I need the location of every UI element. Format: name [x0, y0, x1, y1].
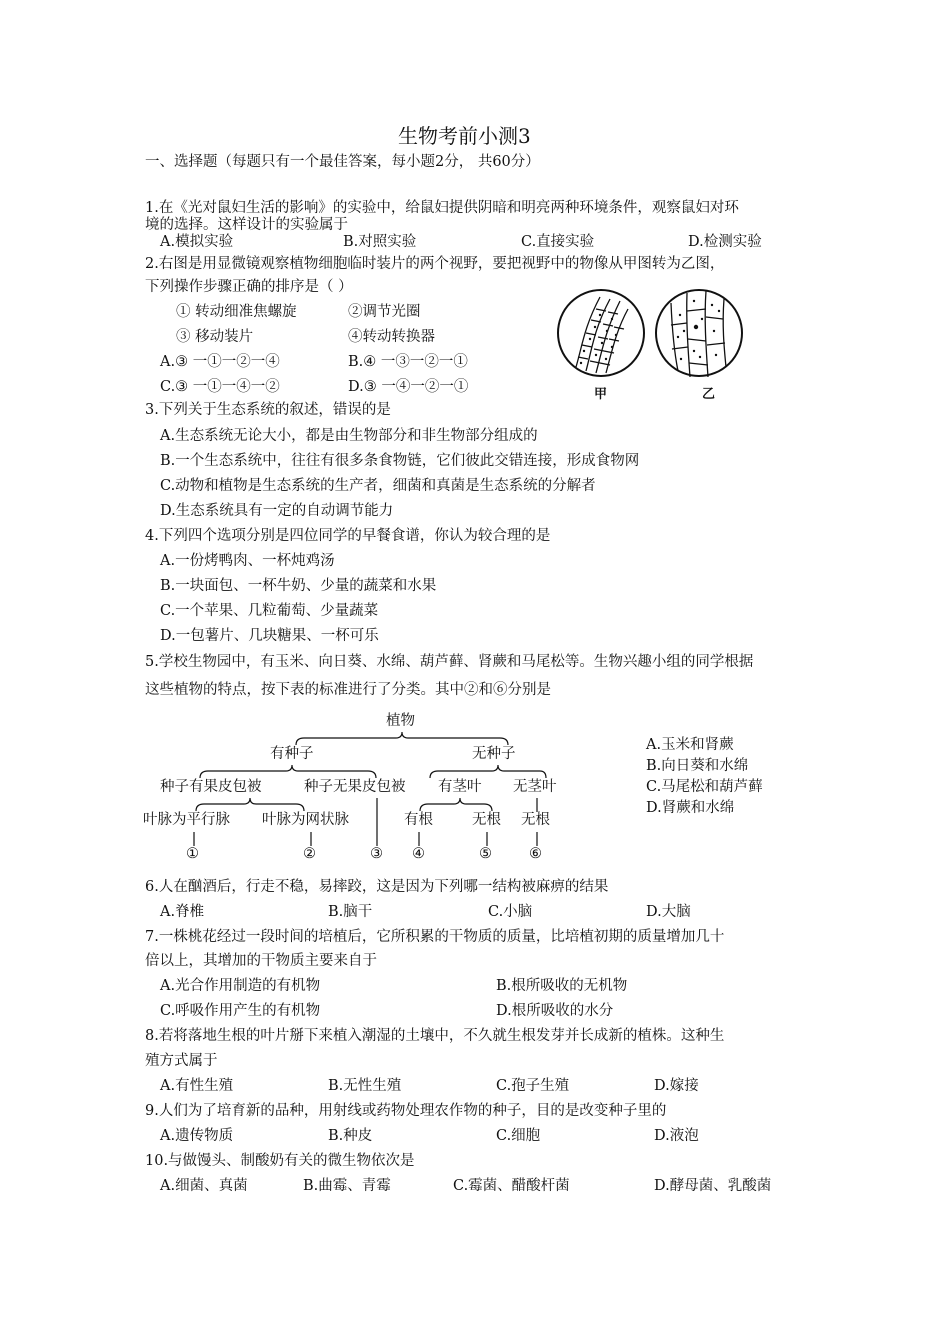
question-1-stem-line-1: 1.在《光对鼠妇生活的影响》的实验中，给鼠妇提供阴暗和明亮两种环境条件，观察鼠妇对环 [145, 200, 739, 216]
tree-without-seeds: 无种子 [472, 746, 516, 762]
question-5-option-a: A.玉米和肾蕨 [646, 737, 734, 753]
question-7-option-a: A.光合作用制造的有机物 [160, 978, 321, 994]
tree-no-root-1: 无根 [472, 812, 501, 828]
tree-parallel-vein: 叶脉为平行脉 [143, 812, 230, 828]
tree-root: 植物 [386, 713, 415, 729]
question-8-option-a: A.有性生殖 [160, 1078, 234, 1094]
tree-with-seeds: 有种子 [270, 746, 314, 762]
question-7-stem-line-1: 7.一株桃花经过一段时间的培植后，它所积累的干物质的质量，比培植初期的质量增加几十 [145, 929, 725, 945]
question-2-option-c: C.③ 一①一④一② [160, 379, 280, 395]
tree-angiosperm: 种子有果皮包被 [160, 779, 262, 795]
question-2-stem-line-1: 2.右图是用显微镜观察植物细胞临时装片的两个视野，要把视野中的物像从甲图转为乙图， [145, 256, 725, 272]
tree-num-2: ② [303, 846, 316, 862]
question-10-stem: 10.与做馒头、制酸奶有关的微生物依次是 [145, 1153, 415, 1169]
question-2-stem-line-2: 下列操作步骤正确的排序是（ ） [145, 279, 353, 295]
question-10-option-b: B.曲霉、青霉 [303, 1178, 391, 1194]
question-5-stem-line-2: 这些植物的特点，按下表的标准进行了分类。其中②和⑥分别是 [145, 682, 551, 698]
question-2-option-b: B.④ 一③一②一① [348, 354, 468, 370]
figure-label-jia: 甲 [594, 387, 608, 402]
tree-without-stem-leaf: 无茎叶 [513, 779, 557, 795]
question-1-option-d: D.检测实验 [688, 234, 762, 250]
question-5-stem-line-1: 5.学校生物园中，有玉米、向日葵、水绵、葫芦藓、肾蕨和马尾松等。生物兴趣小组的同学根据 [145, 654, 754, 670]
question-2-option-a: A.③ 一①一②一④ [160, 354, 280, 370]
question-10-option-c: C.霉菌、醋酸杆菌 [453, 1178, 570, 1194]
question-8-stem-line-1: 8.若将落地生根的叶片掰下来植入潮湿的土壤中，不久就生根发芽并长成新的植株。这种生 [145, 1028, 725, 1044]
question-4-option-b: B.一块面包、一杯牛奶、少量的蔬菜和水果 [160, 578, 437, 594]
tree-netted-vein: 叶脉为网状脉 [262, 812, 349, 828]
question-6-option-b: B.脑干 [328, 904, 373, 920]
question-1-option-b: B.对照实验 [343, 234, 417, 250]
question-9-option-d: D.液泡 [654, 1128, 699, 1144]
tree-has-root: 有根 [404, 812, 433, 828]
question-2-step-4: ④转动转换器 [348, 329, 435, 345]
question-6-option-d: D.大脑 [646, 904, 691, 920]
question-5-option-b: B.向日葵和水绵 [646, 758, 749, 774]
page-title: 生物考前小测3 [398, 124, 531, 148]
question-10-option-a: A.细菌、真菌 [160, 1178, 248, 1194]
question-3-stem: 3.下列关于生态系统的叙述，错误的是 [145, 402, 391, 418]
question-6-option-c: C.小脑 [488, 904, 533, 920]
figure-label-yi: 乙 [702, 387, 716, 402]
question-1-option-a: A.模拟实验 [160, 234, 234, 250]
question-5-option-d: D.肾蕨和水绵 [646, 800, 735, 816]
question-6-option-a: A.脊椎 [160, 904, 205, 920]
question-9-option-a: A.遗传物质 [160, 1128, 234, 1144]
question-2-step-3: ③ 移动装片 [176, 329, 254, 345]
tree-gymnosperm: 种子无果皮包被 [304, 779, 406, 795]
question-9-option-b: B.种皮 [328, 1128, 373, 1144]
question-8-option-d: D.嫁接 [654, 1078, 699, 1094]
tree-num-4: ④ [412, 846, 425, 862]
question-5-option-c: C.马尾松和葫芦藓 [646, 779, 763, 795]
question-6-stem: 6.人在酗酒后，行走不稳，易摔跤，这是因为下列哪一结构被麻痹的结果 [145, 879, 609, 895]
question-3-option-c: C.动物和植物是生态系统的生产者，细菌和真菌是生态系统的分解者 [160, 478, 596, 494]
question-9-stem: 9.人们为了培育新的品种，用射线或药物处理农作物的种子，目的是改变种子里的 [145, 1103, 667, 1119]
section-heading: 一、选择题（每题只有一个最佳答案，每小题2分， 共60分） [145, 154, 540, 170]
tree-with-stem-leaf: 有茎叶 [438, 779, 482, 795]
question-7-option-b: B.根所吸收的无机物 [496, 978, 628, 994]
question-3-option-b: B.一个生态系统中，往往有很多条食物链，它们彼此交错连接，形成食物网 [160, 453, 640, 469]
question-8-option-c: C.孢子生殖 [496, 1078, 570, 1094]
question-1-option-c: C.直接实验 [521, 234, 595, 250]
question-2-step-2: ②调节光圈 [348, 304, 421, 320]
tree-num-1: ① [186, 846, 199, 862]
question-3-option-d: D.生态系统具有一定的自动调节能力 [160, 503, 394, 519]
question-2-step-1: ① 转动细准焦螺旋 [176, 304, 297, 320]
question-7-option-c: C.呼吸作用产生的有机物 [160, 1003, 321, 1019]
question-4-option-a: A.一份烤鸭肉、一杯炖鸡汤 [160, 553, 335, 569]
tree-no-root-2: 无根 [521, 812, 550, 828]
question-8-option-b: B.无性生殖 [328, 1078, 402, 1094]
question-7-stem-line-2: 倍以上，其增加的干物质主要来自于 [145, 953, 377, 969]
question-3-option-a: A.生态系统无论大小，都是由生物部分和非生物部分组成的 [160, 428, 538, 444]
question-2-option-d: D.③ 一④一②一① [348, 379, 469, 395]
tree-num-5: ⑤ [479, 846, 492, 862]
tree-num-3: ③ [370, 846, 383, 862]
question-9-option-c: C.细胞 [496, 1128, 541, 1144]
question-7-option-d: D.根所吸收的水分 [496, 1003, 614, 1019]
question-4-stem: 4.下列四个选项分别是四位同学的早餐食谱，你认为较合理的是 [145, 528, 551, 544]
tree-num-6: ⑥ [529, 846, 542, 862]
question-1-stem-line-2: 境的选择。这样设计的实验属于 [145, 217, 348, 233]
question-4-option-c: C.一个苹果、几粒葡萄、少量蔬菜 [160, 603, 379, 619]
question-8-stem-line-2: 殖方式属于 [145, 1053, 218, 1069]
question-10-option-d: D.酵母菌、乳酸菌 [654, 1178, 772, 1194]
question-4-option-d: D.一包薯片、几块糖果、一杯可乐 [160, 628, 379, 644]
